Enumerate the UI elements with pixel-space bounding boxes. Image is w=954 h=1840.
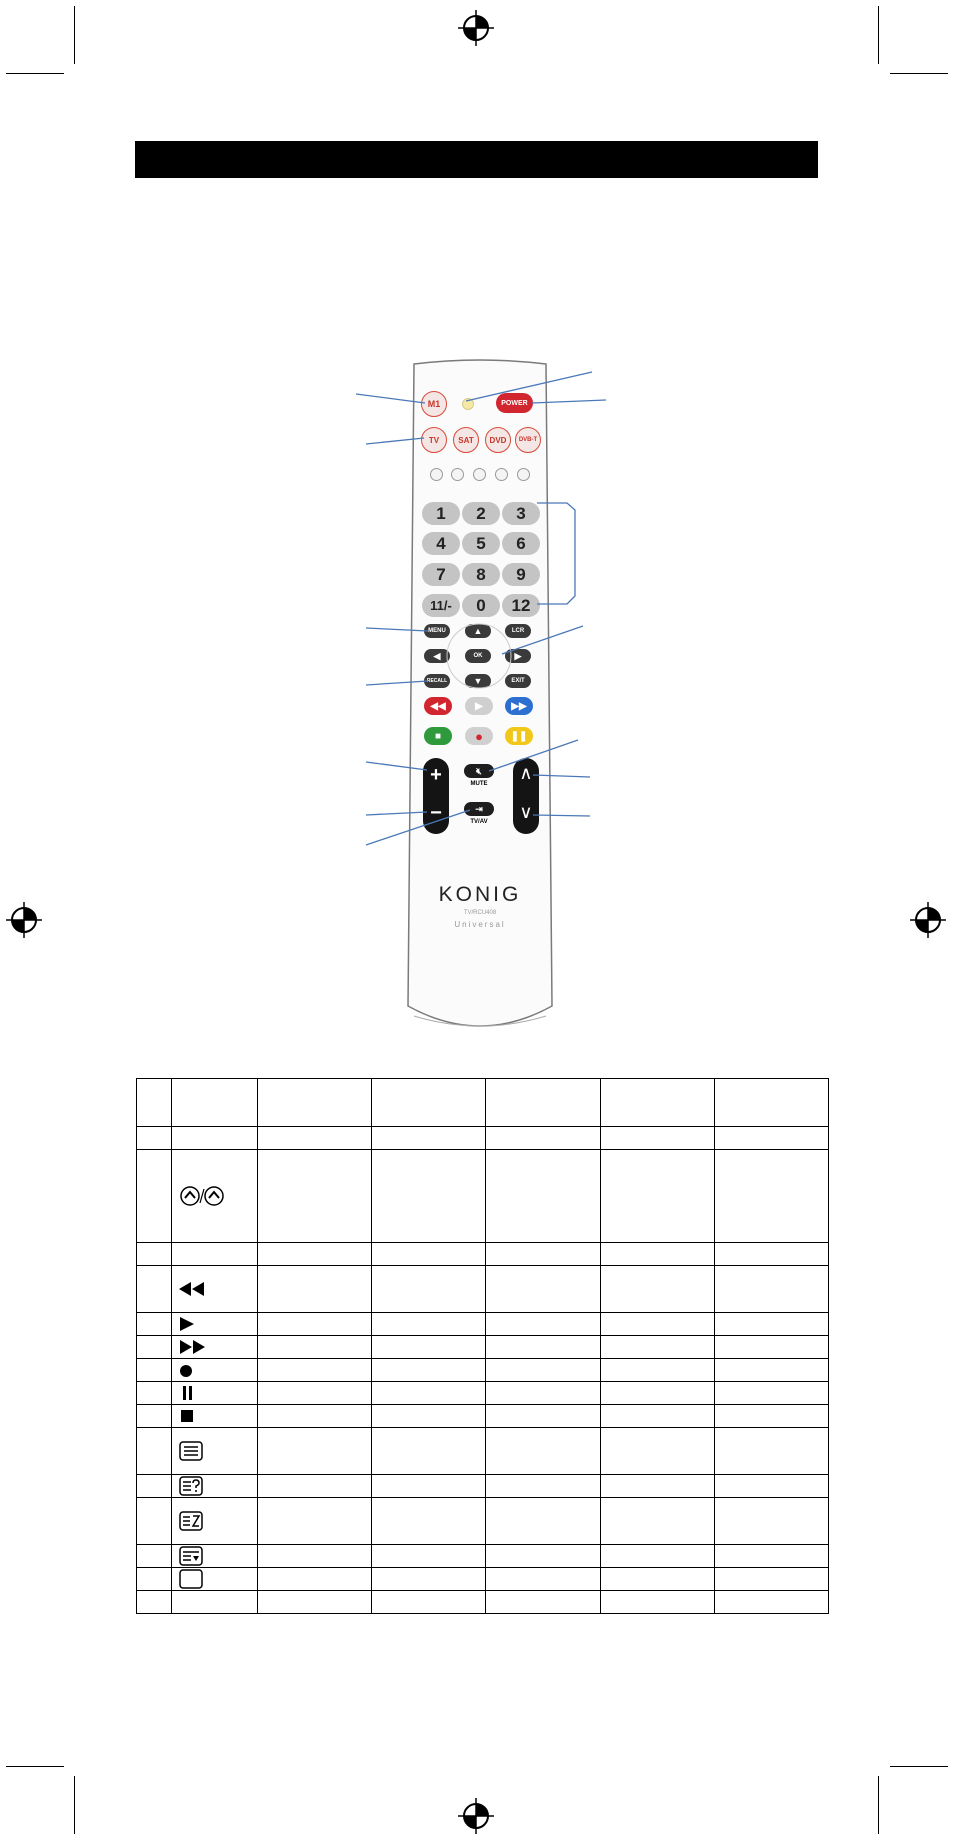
table-cell bbox=[714, 1313, 828, 1336]
table-cell bbox=[486, 1359, 600, 1382]
dvb-mode-button[interactable]: DVB-T bbox=[515, 427, 541, 453]
table-cell bbox=[372, 1591, 486, 1614]
fast-forward-button[interactable]: ▶▶ bbox=[505, 697, 533, 715]
table-cell bbox=[372, 1545, 486, 1568]
table-cell bbox=[714, 1405, 828, 1428]
table-row bbox=[137, 1405, 829, 1428]
table-cell bbox=[137, 1591, 172, 1614]
table-cell bbox=[714, 1359, 828, 1382]
fast-forward-icon bbox=[179, 1340, 205, 1354]
table-cell bbox=[258, 1405, 372, 1428]
channel-down-button[interactable]: ∨ bbox=[519, 802, 533, 822]
table-cell bbox=[258, 1475, 372, 1498]
table-cell bbox=[372, 1266, 486, 1313]
mute-label: MUTE bbox=[470, 781, 488, 787]
table-cell bbox=[486, 1313, 600, 1336]
table-cell bbox=[600, 1405, 714, 1428]
tv-screen-icon bbox=[179, 1569, 203, 1589]
table-row bbox=[137, 1382, 829, 1405]
teletext-icon bbox=[179, 1441, 203, 1461]
table-cell bbox=[600, 1545, 714, 1568]
table-cell bbox=[486, 1545, 600, 1568]
number-key[interactable]: 0 bbox=[462, 594, 500, 617]
table-cell bbox=[714, 1498, 828, 1545]
pause-button[interactable]: ❚❚ bbox=[505, 727, 533, 745]
volume-up-button[interactable]: + bbox=[430, 764, 442, 786]
table-cell bbox=[258, 1313, 372, 1336]
tv-av-label: TV/AV bbox=[470, 819, 488, 825]
stop-icon bbox=[179, 1408, 195, 1424]
table-row bbox=[137, 1313, 829, 1336]
table-cell bbox=[172, 1428, 258, 1475]
table-cell bbox=[258, 1359, 372, 1382]
brand-model: TV/RCU408 bbox=[463, 910, 497, 916]
table-cell bbox=[137, 1568, 172, 1591]
play-button[interactable]: ▶ bbox=[465, 697, 493, 715]
table-cell bbox=[600, 1243, 714, 1266]
table-cell bbox=[486, 1079, 600, 1127]
number-key[interactable]: 9 bbox=[502, 563, 540, 586]
table-cell bbox=[600, 1079, 714, 1127]
table-cell bbox=[137, 1359, 172, 1382]
table-cell bbox=[172, 1382, 258, 1405]
dvd-mode-button[interactable]: DVD bbox=[485, 427, 511, 453]
table-cell bbox=[372, 1079, 486, 1127]
table-cell bbox=[258, 1545, 372, 1568]
table-cell bbox=[714, 1591, 828, 1614]
table-cell bbox=[714, 1150, 828, 1243]
table-cell bbox=[714, 1243, 828, 1266]
teletext-hold-icon bbox=[179, 1546, 203, 1566]
record-icon bbox=[179, 1362, 195, 1378]
up-arrow-button[interactable]: ▲ bbox=[465, 624, 491, 638]
table-cell bbox=[172, 1405, 258, 1428]
table-row bbox=[137, 1568, 829, 1591]
table-cell bbox=[486, 1428, 600, 1475]
table-cell bbox=[258, 1127, 372, 1150]
table-cell bbox=[172, 1498, 258, 1545]
table-cell bbox=[137, 1266, 172, 1313]
volume-down-button[interactable]: − bbox=[430, 802, 442, 824]
number-key[interactable]: 5 bbox=[462, 532, 500, 555]
table-cell bbox=[137, 1150, 172, 1243]
table-cell bbox=[258, 1150, 372, 1243]
table-cell bbox=[137, 1336, 172, 1359]
tv-mode-button[interactable]: TV bbox=[421, 427, 447, 453]
table-cell bbox=[172, 1150, 258, 1243]
table-cell bbox=[258, 1079, 372, 1127]
table-cell bbox=[486, 1382, 600, 1405]
channel-up-button[interactable]: ∧ bbox=[519, 763, 533, 783]
ok-button[interactable]: OK bbox=[465, 649, 491, 663]
table-cell bbox=[372, 1568, 486, 1591]
table-cell bbox=[600, 1313, 714, 1336]
table-cell bbox=[372, 1336, 486, 1359]
table-cell bbox=[372, 1498, 486, 1545]
table-cell bbox=[714, 1336, 828, 1359]
number-key[interactable]: 6 bbox=[502, 532, 540, 555]
table-cell bbox=[172, 1313, 258, 1336]
table-cell bbox=[137, 1127, 172, 1150]
brand-subtitle: Universal bbox=[454, 920, 506, 929]
table-cell bbox=[137, 1498, 172, 1545]
number-key[interactable]: 12 bbox=[502, 594, 540, 617]
table-cell bbox=[714, 1568, 828, 1591]
rewind-button[interactable]: ◀◀ bbox=[424, 697, 452, 715]
table-cell bbox=[172, 1243, 258, 1266]
table-cell bbox=[714, 1475, 828, 1498]
sat-mode-button[interactable]: SAT bbox=[453, 427, 479, 453]
function-table bbox=[136, 1078, 829, 1614]
left-arrow-button[interactable]: ◀ bbox=[424, 649, 450, 663]
table-cell bbox=[172, 1545, 258, 1568]
table-row bbox=[137, 1475, 829, 1498]
channel-up-down-icon bbox=[179, 1185, 225, 1207]
teletext-size-icon bbox=[179, 1511, 203, 1531]
table-cell bbox=[172, 1079, 258, 1127]
table-cell bbox=[600, 1127, 714, 1150]
number-key[interactable]: 11/- bbox=[422, 594, 460, 617]
table-cell bbox=[258, 1568, 372, 1591]
table-cell bbox=[600, 1498, 714, 1545]
table-cell bbox=[258, 1591, 372, 1614]
exit-button[interactable]: EXIT bbox=[505, 674, 531, 688]
table-row bbox=[137, 1359, 829, 1382]
teletext-reveal-icon bbox=[179, 1476, 203, 1496]
table-cell bbox=[372, 1405, 486, 1428]
table-cell bbox=[172, 1266, 258, 1313]
stop-button[interactable]: ■ bbox=[424, 727, 452, 745]
record-button[interactable]: ● bbox=[465, 727, 493, 745]
pause-icon bbox=[179, 1385, 195, 1401]
table-cell bbox=[486, 1127, 600, 1150]
tv-av-button[interactable]: ⇥ bbox=[464, 802, 494, 816]
number-key[interactable]: 7 bbox=[422, 563, 460, 586]
table-cell bbox=[714, 1428, 828, 1475]
table-cell bbox=[172, 1568, 258, 1591]
table-cell bbox=[258, 1428, 372, 1475]
table-cell bbox=[714, 1127, 828, 1150]
table-row bbox=[137, 1591, 829, 1614]
table-cell bbox=[137, 1475, 172, 1498]
table-cell bbox=[372, 1313, 486, 1336]
play-icon bbox=[179, 1316, 195, 1332]
table-cell bbox=[600, 1382, 714, 1405]
table-cell bbox=[486, 1568, 600, 1591]
table-cell bbox=[372, 1243, 486, 1266]
table-row bbox=[137, 1150, 829, 1243]
table-cell bbox=[258, 1243, 372, 1266]
table-cell bbox=[137, 1313, 172, 1336]
table-cell bbox=[714, 1382, 828, 1405]
table-cell bbox=[372, 1127, 486, 1150]
table-cell bbox=[137, 1405, 172, 1428]
table-cell bbox=[486, 1336, 600, 1359]
table-cell bbox=[258, 1336, 372, 1359]
table-cell bbox=[372, 1359, 486, 1382]
right-arrow-button[interactable]: ▶ bbox=[505, 649, 531, 663]
table-cell bbox=[137, 1079, 172, 1127]
table-cell bbox=[172, 1591, 258, 1614]
table-cell bbox=[600, 1150, 714, 1243]
m1-button[interactable]: M1 bbox=[421, 391, 447, 417]
table-cell bbox=[600, 1336, 714, 1359]
table-cell bbox=[372, 1382, 486, 1405]
table-cell bbox=[486, 1475, 600, 1498]
down-arrow-button[interactable]: ▼ bbox=[465, 674, 491, 688]
table-cell bbox=[258, 1266, 372, 1313]
mute-button[interactable]: 🔇︎ bbox=[464, 764, 494, 778]
table-cell bbox=[600, 1475, 714, 1498]
lcr-button[interactable]: LCR bbox=[505, 624, 531, 638]
table-cell bbox=[600, 1266, 714, 1313]
number-key[interactable]: 1 bbox=[422, 502, 460, 525]
table-cell bbox=[372, 1150, 486, 1243]
table-row bbox=[137, 1545, 829, 1568]
table-cell bbox=[137, 1545, 172, 1568]
rewind-icon bbox=[179, 1282, 205, 1296]
power-button[interactable]: POWER bbox=[496, 393, 533, 413]
table-row bbox=[137, 1266, 829, 1313]
number-key[interactable]: 2 bbox=[462, 502, 500, 525]
table-cell bbox=[137, 1382, 172, 1405]
recall-button[interactable]: RECALL bbox=[424, 674, 450, 688]
table-cell bbox=[258, 1382, 372, 1405]
table-cell bbox=[172, 1475, 258, 1498]
table-cell bbox=[600, 1591, 714, 1614]
table-cell bbox=[172, 1336, 258, 1359]
table-cell bbox=[486, 1591, 600, 1614]
table-row bbox=[137, 1243, 829, 1266]
table-row bbox=[137, 1498, 829, 1545]
table-cell bbox=[486, 1243, 600, 1266]
menu-button[interactable]: MENU bbox=[424, 624, 450, 638]
number-key[interactable]: 3 bbox=[502, 502, 540, 525]
table-cell bbox=[137, 1428, 172, 1475]
table-cell bbox=[714, 1266, 828, 1313]
brand-logo: KONIG bbox=[438, 883, 522, 906]
table-cell bbox=[600, 1568, 714, 1591]
table-row bbox=[137, 1127, 829, 1150]
table-cell bbox=[372, 1428, 486, 1475]
table-cell bbox=[172, 1127, 258, 1150]
table-cell bbox=[486, 1266, 600, 1313]
table-cell bbox=[714, 1545, 828, 1568]
table-cell bbox=[486, 1150, 600, 1243]
table-row bbox=[137, 1428, 829, 1475]
number-key[interactable]: 8 bbox=[462, 563, 500, 586]
table-cell bbox=[258, 1498, 372, 1545]
table-header-row bbox=[137, 1079, 829, 1127]
table-cell bbox=[486, 1498, 600, 1545]
table-cell bbox=[600, 1359, 714, 1382]
table-cell bbox=[486, 1405, 600, 1428]
table-cell bbox=[714, 1079, 828, 1127]
table-cell bbox=[372, 1475, 486, 1498]
number-key[interactable]: 4 bbox=[422, 532, 460, 555]
table-cell bbox=[172, 1359, 258, 1382]
table-cell bbox=[137, 1243, 172, 1266]
table-cell bbox=[600, 1428, 714, 1475]
table-row bbox=[137, 1336, 829, 1359]
